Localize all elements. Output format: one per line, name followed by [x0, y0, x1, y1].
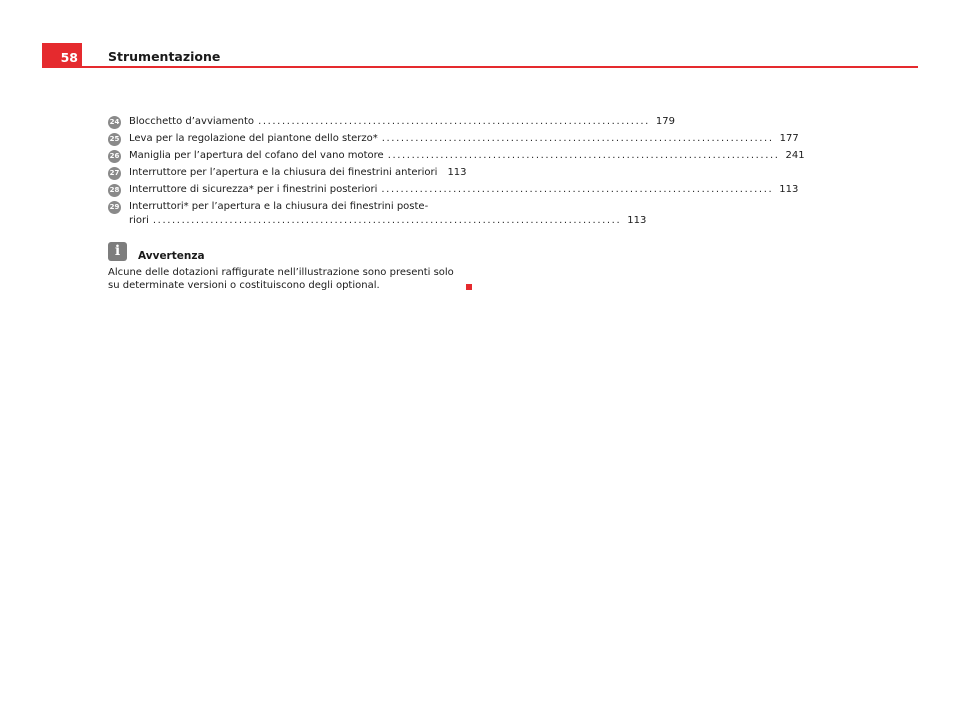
legend-text-line2: riori — [129, 215, 149, 226]
callout-number-badge: 24 — [108, 116, 121, 129]
page-number: 58 — [42, 43, 82, 66]
leader-dots: .................................................................................. — [387, 150, 780, 161]
legend-text: Interruttore per l’apertura e la chiusura dei finestrini anteriori — [129, 167, 438, 178]
section-title: Strumentazione — [108, 49, 221, 64]
callout-number-badge: 27 — [108, 167, 121, 180]
legend-text-line1: Interruttori* per l’apertura e la chiusura dei finestrini poste- — [129, 201, 429, 212]
legend-item — [108, 115, 676, 129]
page-reference[interactable]: 113 — [447, 167, 467, 178]
page-reference[interactable]: 113 — [627, 215, 647, 226]
legend-item — [108, 149, 805, 163]
legend-text: Interruttore di sicurezza* per i finestrini posteriori — [129, 184, 378, 195]
legend-text: Maniglia per l’apertura del cofano del vano motore — [129, 150, 384, 161]
leader-dots: .................................................................................. — [381, 133, 774, 144]
leader-dots: .................................................................................. — [258, 116, 650, 127]
page-reference[interactable]: 241 — [785, 150, 805, 161]
page-header — [42, 43, 918, 68]
header-rule — [42, 66, 918, 68]
callout-number-badge: 28 — [108, 184, 121, 197]
note-body: Alcune delle dotazioni raffigurate nell’illustrazione sono presenti solo su determinate versioni o costituiscono degli optional. — [108, 267, 454, 291]
legend-text: Leva per la regolazione del piantone dello sterzo* — [129, 133, 378, 144]
legend-item — [108, 200, 647, 228]
section-end-marker — [466, 284, 472, 290]
legend-item — [108, 183, 799, 197]
leader-dots: .................................................................................................. — [152, 215, 622, 226]
page-reference[interactable]: 113 — [779, 184, 799, 195]
leader-dots: .................................................................................. — [381, 184, 774, 195]
page-reference[interactable]: 179 — [655, 116, 676, 127]
page-reference[interactable]: 177 — [779, 133, 799, 144]
legend-text: Blocchetto d’avviamento — [129, 116, 255, 127]
callout-number-badge: 26 — [108, 150, 121, 163]
note-title: Avvertenza — [138, 250, 205, 262]
callout-number-badge: 29 — [108, 201, 121, 214]
legend-list — [108, 115, 805, 231]
legend-item — [108, 132, 799, 146]
callout-number-badge: 25 — [108, 133, 121, 146]
info-icon: i — [108, 242, 127, 261]
legend-item — [108, 166, 467, 180]
